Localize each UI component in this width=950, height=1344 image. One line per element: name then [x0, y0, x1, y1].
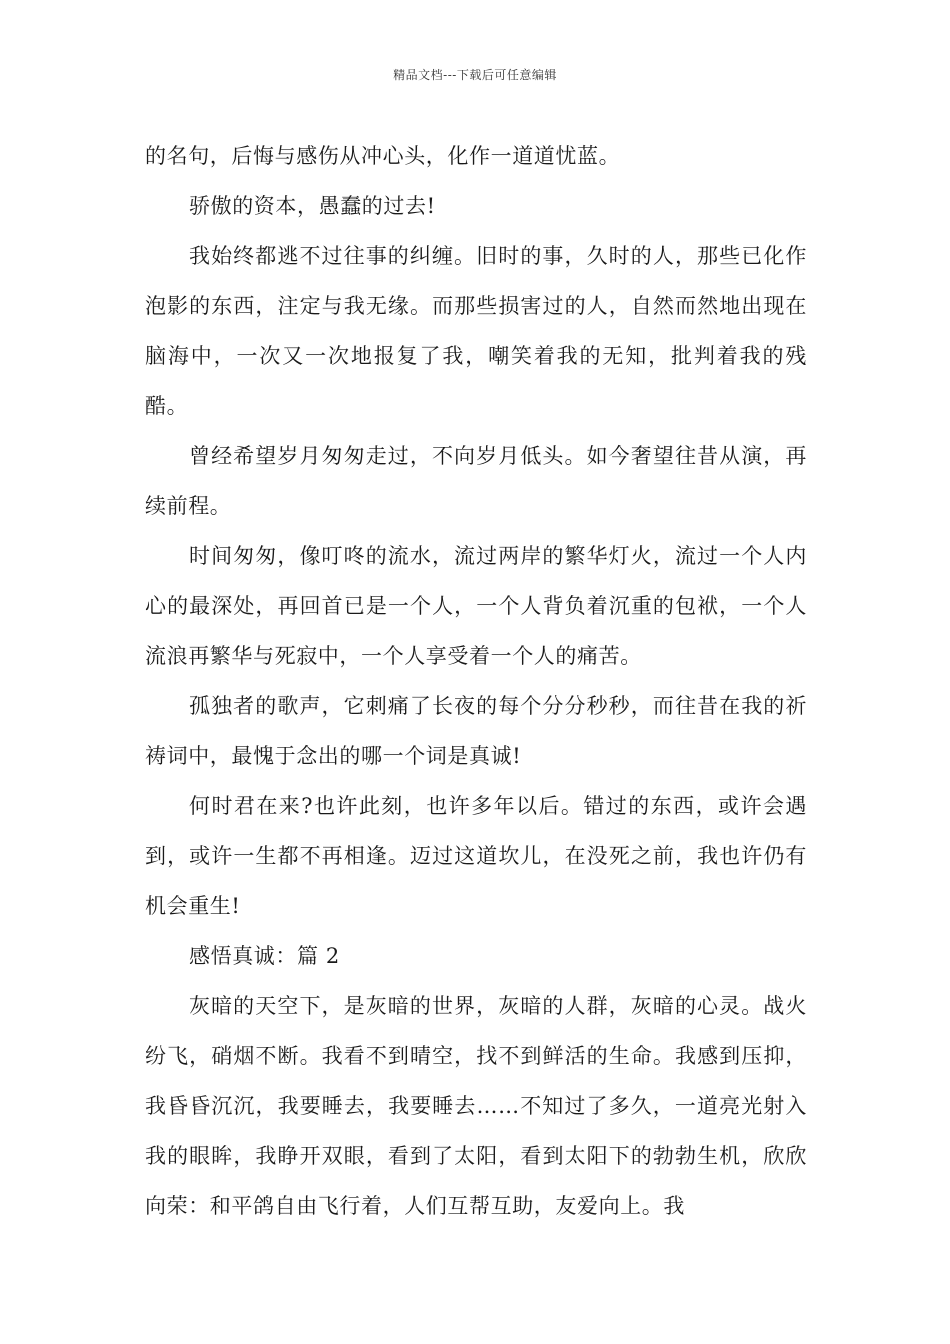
paragraph: 我始终都逃不过往事的纠缠。旧时的事，久时的人，那些已化作泡影的东西，注定与我无缘。而那些损害过的人，自然而然地出现在脑海中，一次又一次地报复了我，嘲笑着我的无知，批判着我的残酷。	[145, 244, 807, 418]
page-header: 精品文档---下载后可任意编辑	[393, 68, 557, 82]
paragraph: 何时君在来?也许此刻，也许多年以后。错过的东西，或许会遇到，或许一生都不再相逢。迈过这道坎儿，在没死之前，我也许仍有机会重生!	[145, 794, 807, 918]
paragraph: 骄傲的资本，愚蠢的过去!	[189, 194, 436, 218]
paragraph-continuation: 的名句，后悔与感伤从冲心头，化作一道道忧蓝。	[145, 144, 621, 168]
paragraph: 灰暗的天空下，是灰暗的世界，灰暗的人群，灰暗的心灵。战火纷飞，硝烟不断。我看不到晴空，找不到鲜活的生命。我感到压抑，我昏昏沉沉，我要睡去，我要睡去……不知过了多久，一道亮光射入我的眼眸，我睁开双眼，看到了太阳，看到太阳下的勃勃生机，欣欣向荣：和平鸽自由飞行着，人们互帮互助，友爱向上。我	[145, 994, 807, 1218]
section-heading: 感悟真诚：篇 2	[189, 944, 340, 968]
paragraph: 孤独者的歌声，它刺痛了长夜的每个分分秒秒，而往昔在我的祈祷词中，最愧于念出的哪一个词是真诚!	[145, 694, 807, 768]
paragraph: 时间匆匆，像叮咚的流水，流过两岸的繁华灯火，流过一个人内心的最深处，再回首已是一个人，一个人背负着沉重的包袱，一个人流浪再繁华与死寂中，一个人享受着一个人的痛苦。	[145, 544, 807, 668]
paragraph: 曾经希望岁月匆匆走过，不向岁月低头。如今奢望往昔从演，再续前程。	[145, 444, 807, 518]
document-body	[145, 131, 807, 1231]
